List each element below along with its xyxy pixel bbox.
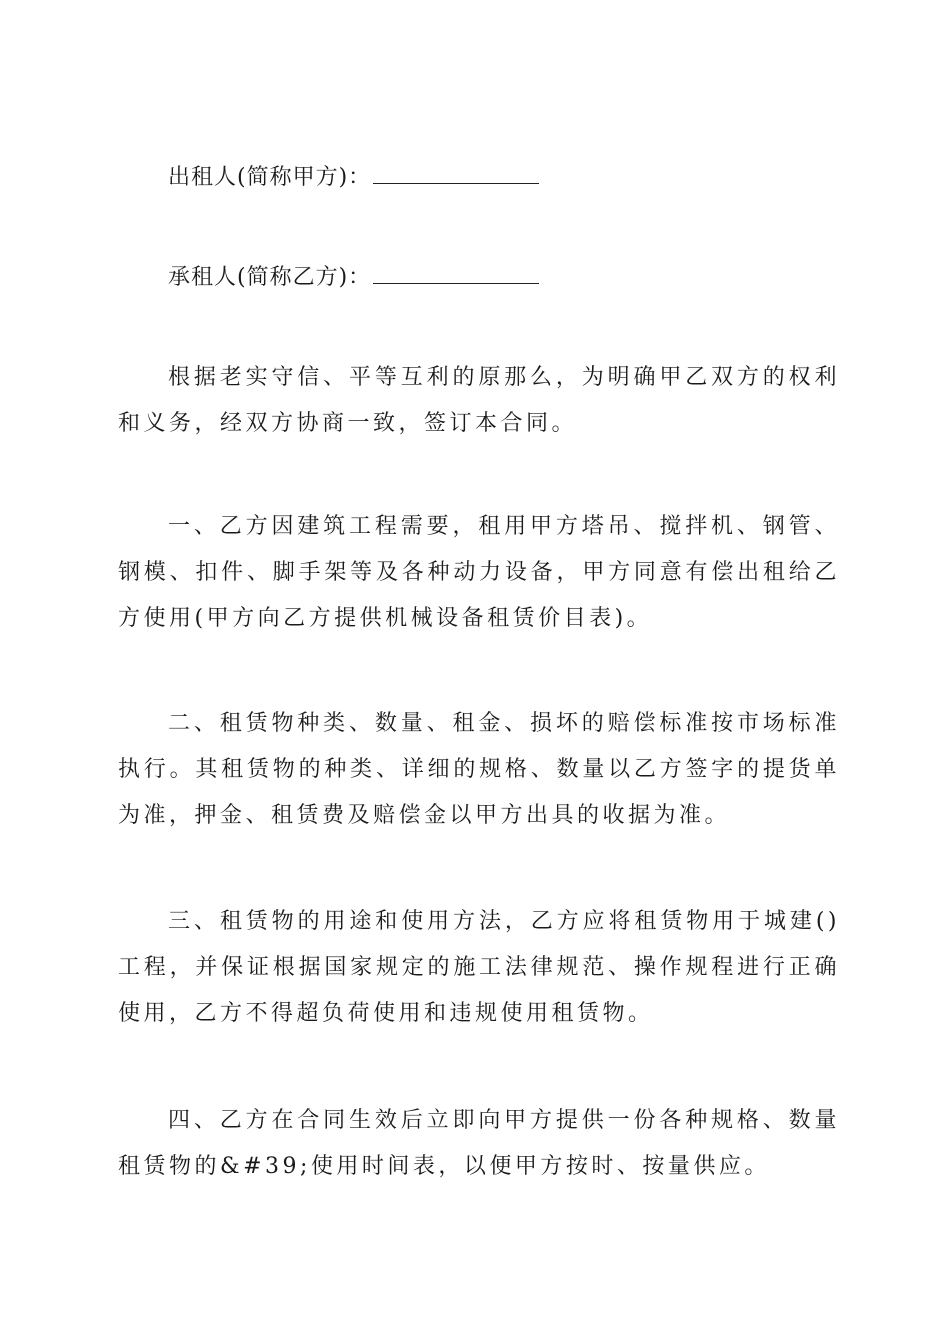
lessor-blank (373, 165, 539, 184)
preamble-paragraph: 根据老实守信、平等互利的原那么，为明确甲乙双方的权利和义务，经双方协商一致，签订本合同。 (118, 365, 840, 436)
lessor-line (168, 163, 539, 193)
clause-3-paragraph: 三、租赁物的用途和使用方法，乙方应将租赁物用于城建()工程，并保证根据国家规定的施工法律规范、操作规程进行正确使用，乙方不得超负荷使用和违规使用租赁物。 (118, 909, 840, 1026)
lessee-line (168, 263, 539, 293)
clause-4-paragraph: 四、乙方在合同生效后立即向甲方提供一份各种规格、数量租赁物的&#39;使用时间表，以便甲方按时、按量供应。 (118, 1108, 840, 1179)
lessee-blank (373, 265, 539, 284)
lessor-label: 出租人(简称甲方)： (168, 165, 372, 190)
clause-2-paragraph: 二、租赁物种类、数量、租金、损坏的赔偿标准按市场标准执行。其租赁物的种类、详细的规格、数量以乙方签字的提货单为准，押金、租赁费及赔偿金以甲方出具的收据为准。 (118, 711, 840, 828)
lessee-label: 承租人(简称乙方)： (168, 265, 372, 290)
clause-1-paragraph: 一、乙方因建筑工程需要，租用甲方塔吊、搅拌机、钢管、钢模、扣件、脚手架等及各种动力设备，甲方同意有偿出租给乙方使用(甲方向乙方提供机械设备租赁价目表)。 (118, 514, 840, 631)
